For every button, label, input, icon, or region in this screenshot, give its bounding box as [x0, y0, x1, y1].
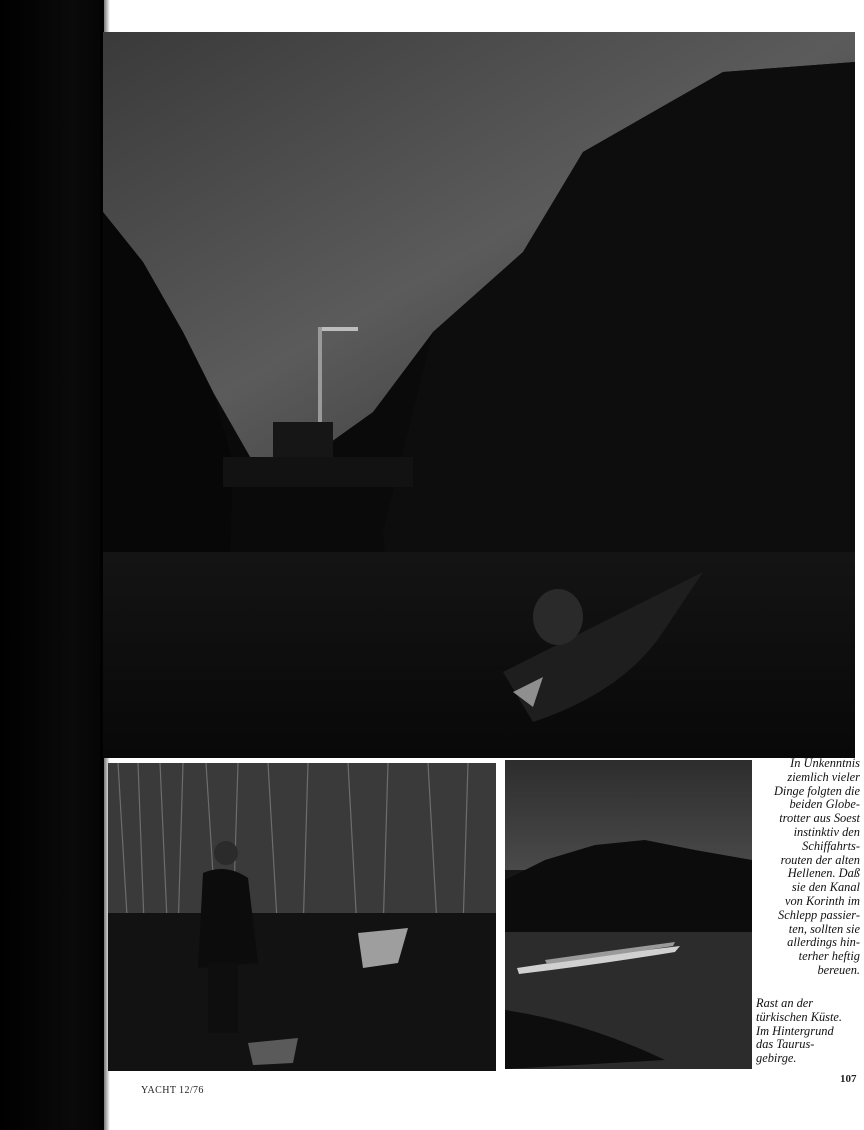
caption-line: Schlepp passier-	[778, 907, 860, 922]
caption-canal	[756, 757, 860, 978]
rest-photo-graphic	[108, 763, 496, 1071]
caption-line: In Unkenntnis	[790, 756, 860, 770]
caption-line: Hellenen. Daß	[787, 866, 860, 881]
coast-photo-graphic	[505, 760, 752, 1069]
caption-line: trotter aus Soest	[779, 811, 860, 826]
coast-photo	[505, 760, 752, 1069]
caption-line: Schiffahrts-	[802, 838, 860, 853]
caption-line: gebirge.	[756, 1051, 797, 1066]
book-spine-shadow	[0, 0, 104, 1130]
page-number: 107	[840, 1073, 857, 1085]
caption-line: das Taurus-	[756, 1037, 815, 1052]
magazine-issue: YACHT 12/76	[141, 1085, 204, 1096]
caption-line: routen der alten	[780, 852, 860, 867]
caption-line: terher heftig	[798, 949, 860, 964]
caption-line: Rast an der	[756, 996, 814, 1010]
canal-photo-graphic	[103, 32, 855, 758]
caption-line: ziemlich vieler	[787, 769, 860, 784]
caption-line: bereuen.	[817, 962, 860, 977]
caption-line: von Korinth im	[784, 893, 860, 908]
caption-line: ten, sollten sie	[788, 921, 860, 936]
caption-line: Dinge folgten die	[773, 783, 860, 798]
caption-line: Im Hintergrund	[756, 1023, 834, 1038]
caption-coast	[756, 997, 862, 1066]
caption-line: türkischen Küste.	[756, 1009, 843, 1024]
caption-line: allerdings hin-	[787, 935, 860, 950]
rest-photo	[108, 763, 496, 1071]
caption-line: beiden Globe-	[789, 797, 860, 812]
canal-photo	[103, 32, 855, 758]
caption-line: instinktiv den	[793, 824, 860, 839]
caption-line: sie den Kanal	[791, 880, 860, 895]
